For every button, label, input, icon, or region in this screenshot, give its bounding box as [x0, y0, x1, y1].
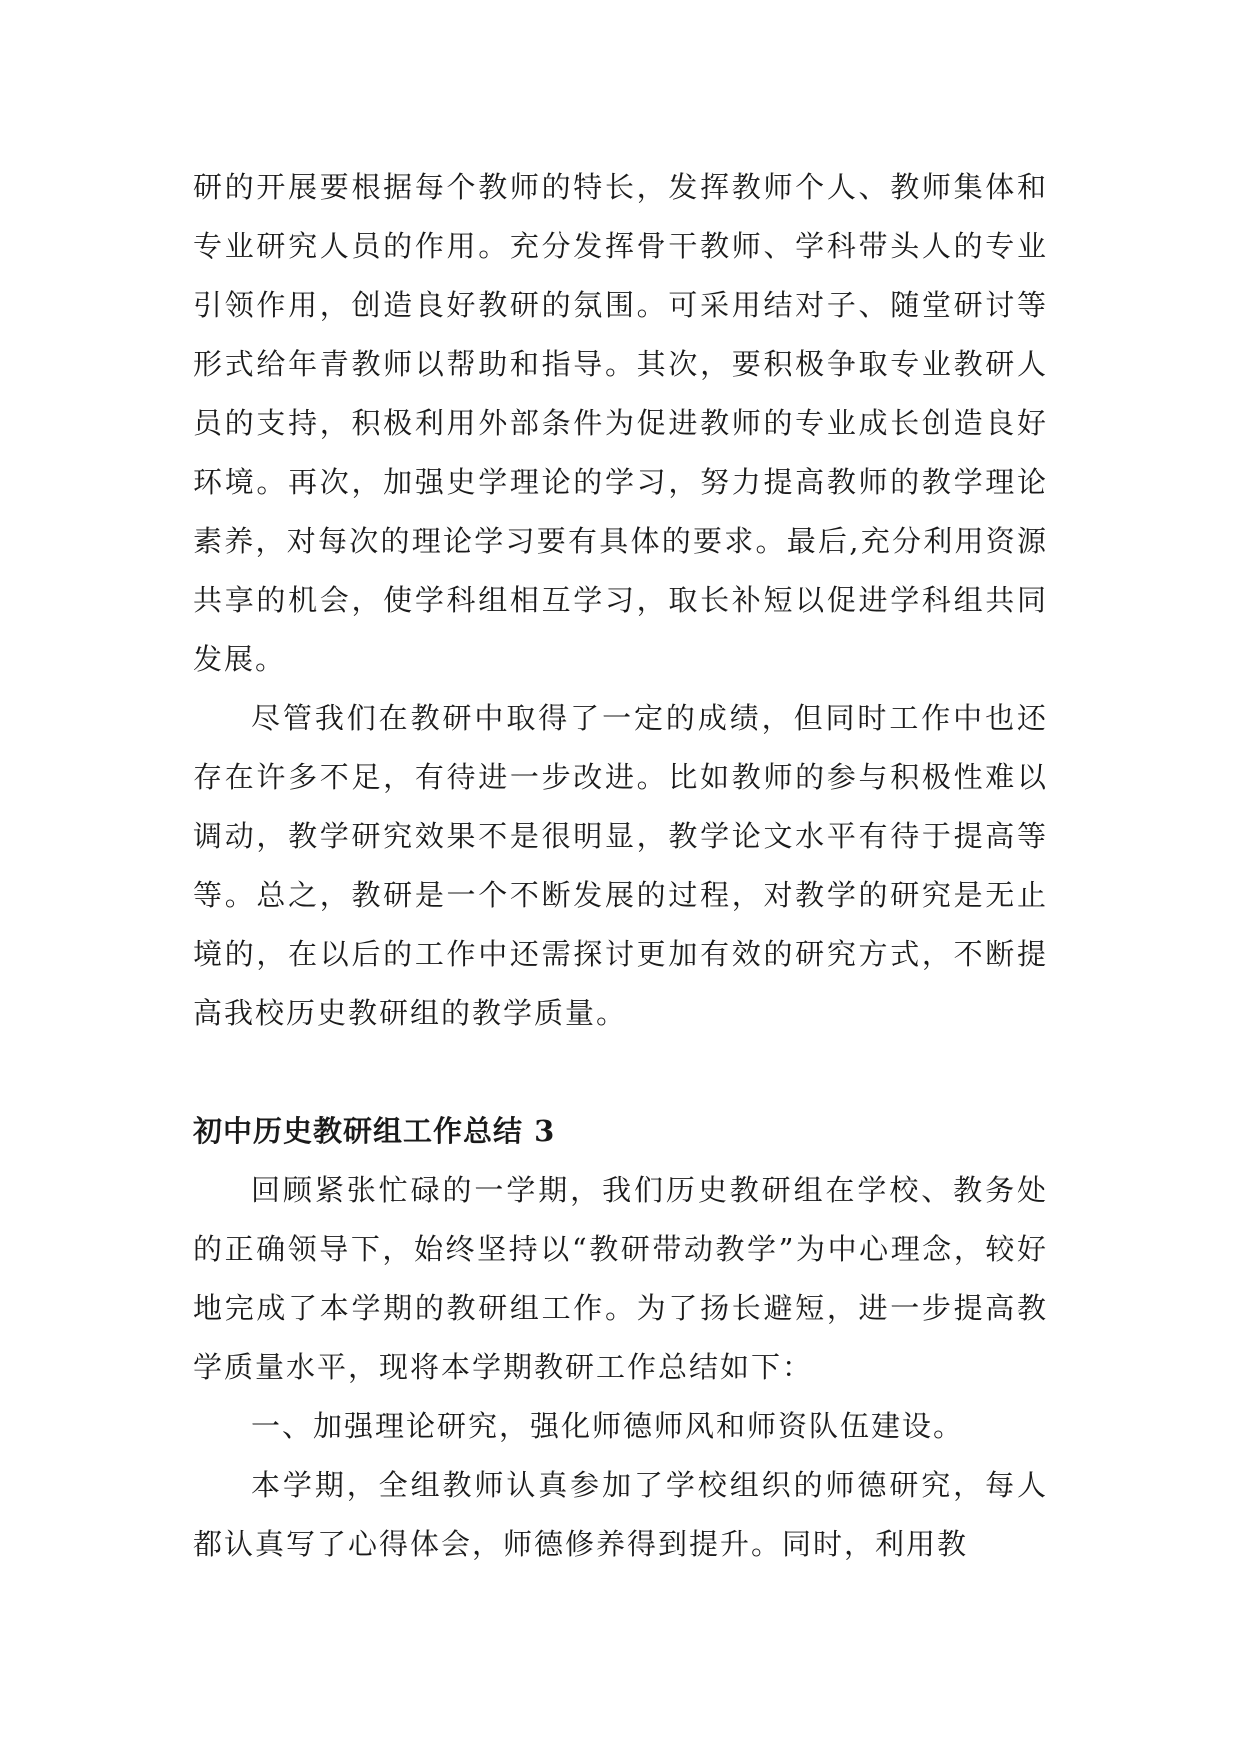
body-paragraph: 本学期，全组教师认真参加了学校组织的师德研究，每人都认真写了心得体会，师德修养得到提升。同时，利用教 — [193, 1468, 1048, 1561]
body-paragraph: 研的开展要根据每个教师的特长，发挥教师个人、教师集体和专业研究人员的作用。充分发挥骨干教师、学科带头人的专业引领作用，创造良好教研的氛围。可采用结对子、随堂研讨等形式给年青教师以帮助和指导。其次，要积极争取专业教研人员的支持，积极利用外部条件为促进教师的专业成长创造良好环境。再次，加强史学理论的学习，努力提高教师的教学理论素养，对每次的理论学习要有具体的要求。最后,充分利用资源共享的机会，使学科组相互学习，取长补短以促进学科组共同发展。 — [193, 170, 1048, 676]
document-body — [193, 158, 1048, 1574]
section-subheading: 一、加强理论研究，强化师德师风和师资队伍建设。 — [251, 1409, 965, 1443]
body-paragraph: 尽管我们在教研中取得了一定的成绩，但同时工作中也还存在许多不足，有待进一步改进。比如教师的参与积极性难以调动，教学研究效果不是很明显，教学论文水平有待于提高等等。总之，教研是一个不断发展的过程，对教学的研究是无止境的，在以后的工作中还需探讨更加有效的研究方式，不断提高我校历史教研组的教学质量。 — [193, 701, 1048, 1030]
section-heading: 初中历史教研组工作总结 3 — [193, 1114, 556, 1148]
body-paragraph: 回顾紧张忙碌的一学期，我们历史教研组在学校、教务处的正确领导下，始终坚持以“教研带动教学”为中心理念，较好地完成了本学期的教研组工作。为了扬长避短，进一步提高教学质量水平，现将本学期教研工作总结如下： — [193, 1173, 1048, 1384]
